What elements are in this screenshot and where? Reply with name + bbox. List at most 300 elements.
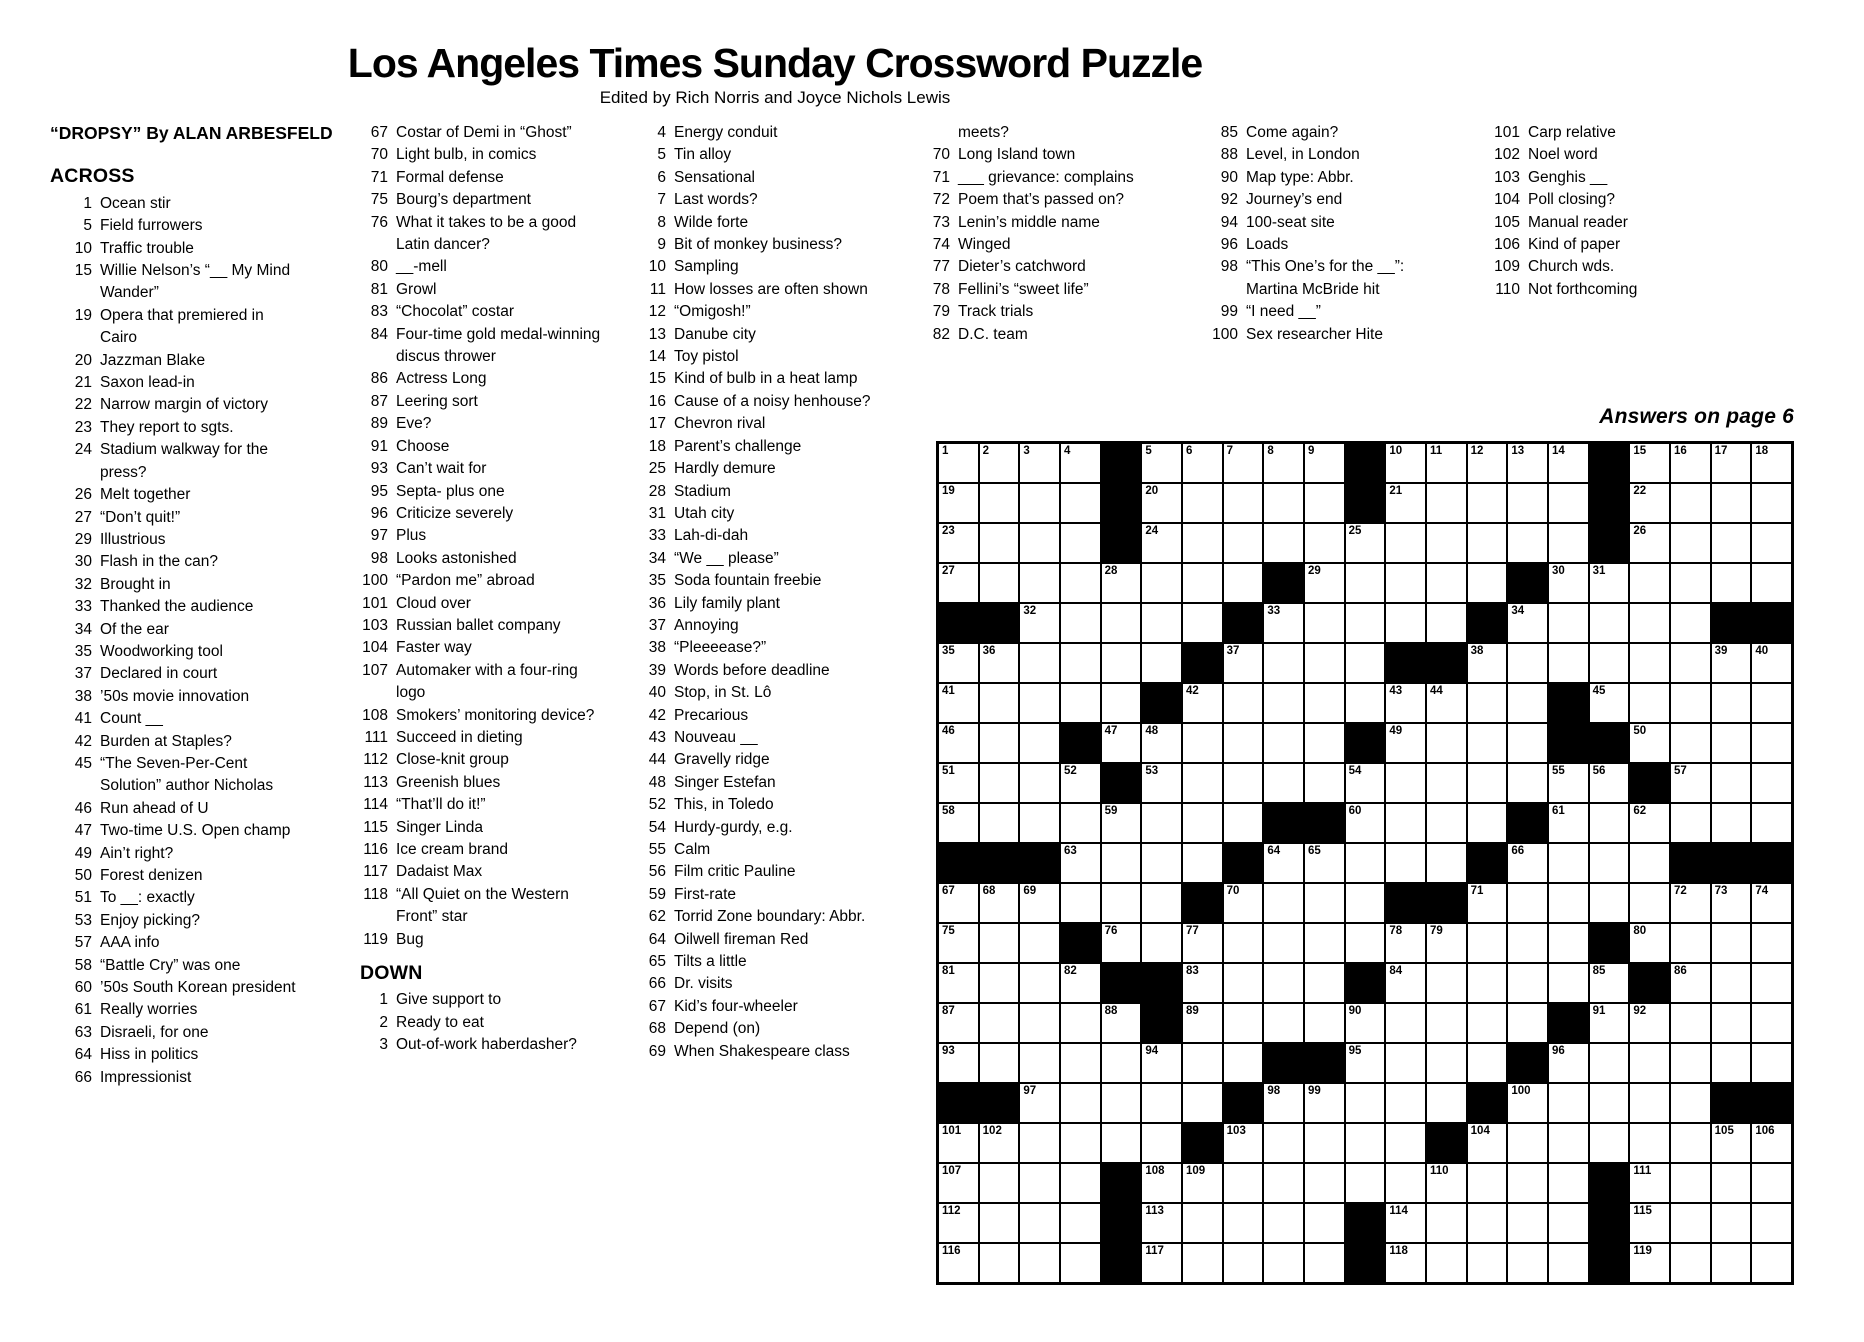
grid-cell[interactable]: [1712, 1044, 1751, 1082]
grid-cell[interactable]: [1224, 724, 1263, 762]
grid-cell[interactable]: [1590, 1124, 1629, 1162]
grid-cell[interactable]: [1468, 1204, 1507, 1242]
grid-cell[interactable]: [1752, 804, 1791, 842]
grid-cell[interactable]: [1386, 684, 1425, 722]
grid-cell[interactable]: [1305, 764, 1344, 802]
grid-cell[interactable]: [980, 724, 1019, 762]
grid-cell[interactable]: [939, 564, 978, 602]
grid-cell[interactable]: [1508, 524, 1547, 562]
grid-cell[interactable]: [980, 684, 1019, 722]
grid-cell[interactable]: [1712, 564, 1751, 602]
grid-cell[interactable]: [1264, 764, 1303, 802]
grid-cell[interactable]: [939, 884, 978, 922]
grid-cell[interactable]: [1549, 964, 1588, 1002]
grid-cell[interactable]: [1752, 1244, 1791, 1282]
grid-cell[interactable]: [1630, 1204, 1669, 1242]
grid-cell[interactable]: [1264, 884, 1303, 922]
grid-cell[interactable]: [1020, 564, 1059, 602]
grid-cell[interactable]: [1061, 764, 1100, 802]
grid-cell[interactable]: [1305, 484, 1344, 522]
grid-cell[interactable]: [1468, 1164, 1507, 1202]
grid-cell[interactable]: [1630, 1084, 1669, 1122]
grid-cell[interactable]: [1142, 1204, 1181, 1242]
grid-cell[interactable]: [1305, 724, 1344, 762]
grid-cell[interactable]: [1508, 924, 1547, 962]
grid-cell[interactable]: [1630, 1004, 1669, 1042]
grid-cell[interactable]: [1346, 604, 1385, 642]
grid-cell[interactable]: [1305, 564, 1344, 602]
grid-cell[interactable]: [1671, 684, 1710, 722]
grid-cell[interactable]: [1102, 1084, 1141, 1122]
grid-cell[interactable]: [1386, 1164, 1425, 1202]
grid-cell[interactable]: [1264, 964, 1303, 1002]
grid-cell[interactable]: [1224, 804, 1263, 842]
grid-cell[interactable]: [939, 764, 978, 802]
grid-cell[interactable]: [1508, 964, 1547, 1002]
grid-cell[interactable]: [1549, 804, 1588, 842]
grid-cell[interactable]: [1427, 1004, 1466, 1042]
grid-cell[interactable]: [1142, 844, 1181, 882]
grid-cell[interactable]: [1508, 1084, 1547, 1122]
grid-cell[interactable]: [1752, 1164, 1791, 1202]
grid-cell[interactable]: [1549, 1084, 1588, 1122]
grid-cell[interactable]: [1549, 484, 1588, 522]
grid-cell[interactable]: [1061, 1044, 1100, 1082]
grid-cell[interactable]: [1712, 764, 1751, 802]
grid-cell[interactable]: [980, 444, 1019, 482]
grid-cell[interactable]: [1183, 804, 1222, 842]
grid-cell[interactable]: [1305, 964, 1344, 1002]
grid-cell[interactable]: [1427, 1044, 1466, 1082]
grid-cell[interactable]: [1468, 1244, 1507, 1282]
grid-cell[interactable]: [1183, 1204, 1222, 1242]
grid-cell[interactable]: [1224, 484, 1263, 522]
grid-cell[interactable]: [1346, 684, 1385, 722]
grid-cell[interactable]: [1549, 924, 1588, 962]
grid-cell[interactable]: [1671, 444, 1710, 482]
grid-cell[interactable]: [1102, 804, 1141, 842]
grid-cell[interactable]: [1468, 924, 1507, 962]
grid-cell[interactable]: [1712, 644, 1751, 682]
grid-cell[interactable]: [1630, 844, 1669, 882]
grid-cell[interactable]: [1305, 644, 1344, 682]
grid-cell[interactable]: [1386, 1004, 1425, 1042]
grid-cell[interactable]: [1102, 1044, 1141, 1082]
grid-cell[interactable]: [1549, 1244, 1588, 1282]
grid-cell[interactable]: [1264, 724, 1303, 762]
grid-cell[interactable]: [1630, 484, 1669, 522]
grid-cell[interactable]: [1020, 524, 1059, 562]
grid-cell[interactable]: [1427, 764, 1466, 802]
grid-cell[interactable]: [1020, 924, 1059, 962]
grid-cell[interactable]: [1630, 684, 1669, 722]
grid-cell[interactable]: [1264, 684, 1303, 722]
grid-cell[interactable]: [1224, 684, 1263, 722]
grid-cell[interactable]: [1305, 604, 1344, 642]
grid-cell[interactable]: [1264, 844, 1303, 882]
grid-cell[interactable]: [1061, 1084, 1100, 1122]
grid-cell[interactable]: [1712, 804, 1751, 842]
grid-cell[interactable]: [1752, 1124, 1791, 1162]
grid-cell[interactable]: [1630, 1244, 1669, 1282]
grid-cell[interactable]: [980, 484, 1019, 522]
grid-cell[interactable]: [1061, 564, 1100, 602]
grid-cell[interactable]: [1020, 1204, 1059, 1242]
grid-cell[interactable]: [980, 1124, 1019, 1162]
grid-cell[interactable]: [1468, 1044, 1507, 1082]
grid-cell[interactable]: [1020, 604, 1059, 642]
grid-cell[interactable]: [1061, 1204, 1100, 1242]
grid-cell[interactable]: [1386, 444, 1425, 482]
grid-cell[interactable]: [1752, 884, 1791, 922]
grid-cell[interactable]: [1712, 964, 1751, 1002]
grid-cell[interactable]: [1061, 644, 1100, 682]
grid-cell[interactable]: [1508, 684, 1547, 722]
grid-cell[interactable]: [1427, 964, 1466, 1002]
grid-cell[interactable]: [1224, 644, 1263, 682]
grid-cell[interactable]: [1427, 564, 1466, 602]
grid-cell[interactable]: [1630, 1124, 1669, 1162]
grid-cell[interactable]: [1468, 564, 1507, 602]
grid-cell[interactable]: [1712, 1204, 1751, 1242]
grid-cell[interactable]: [1671, 1044, 1710, 1082]
grid-cell[interactable]: [1020, 1084, 1059, 1122]
grid-cell[interactable]: [1224, 1124, 1263, 1162]
grid-cell[interactable]: [1020, 484, 1059, 522]
grid-cell[interactable]: [1020, 1124, 1059, 1162]
grid-cell[interactable]: [1224, 1164, 1263, 1202]
grid-cell[interactable]: [1468, 684, 1507, 722]
grid-cell[interactable]: [1386, 1204, 1425, 1242]
grid-cell[interactable]: [1671, 604, 1710, 642]
grid-cell[interactable]: [980, 564, 1019, 602]
grid-cell[interactable]: [1752, 444, 1791, 482]
grid-cell[interactable]: [1427, 724, 1466, 762]
grid-cell[interactable]: [1508, 644, 1547, 682]
grid-cell[interactable]: [1346, 644, 1385, 682]
grid-cell[interactable]: [1630, 444, 1669, 482]
grid-cell[interactable]: [1061, 844, 1100, 882]
grid-cell[interactable]: [1590, 884, 1629, 922]
grid-cell[interactable]: [1061, 1124, 1100, 1162]
grid-cell[interactable]: [1102, 604, 1141, 642]
grid-cell[interactable]: [1061, 1164, 1100, 1202]
grid-cell[interactable]: [1346, 884, 1385, 922]
grid-cell[interactable]: [1346, 1044, 1385, 1082]
grid-cell[interactable]: [1183, 524, 1222, 562]
grid-cell[interactable]: [1346, 924, 1385, 962]
grid-cell[interactable]: [1183, 1004, 1222, 1042]
grid-cell[interactable]: [1508, 444, 1547, 482]
grid-cell[interactable]: [1224, 764, 1263, 802]
grid-cell[interactable]: [1590, 764, 1629, 802]
grid-cell[interactable]: [980, 964, 1019, 1002]
grid-cell[interactable]: [1630, 524, 1669, 562]
grid-cell[interactable]: [939, 724, 978, 762]
grid-cell[interactable]: [1508, 604, 1547, 642]
grid-cell[interactable]: [980, 764, 1019, 802]
grid-cell[interactable]: [1142, 604, 1181, 642]
grid-cell[interactable]: [1142, 764, 1181, 802]
grid-cell[interactable]: [1508, 1204, 1547, 1242]
grid-cell[interactable]: [1590, 564, 1629, 602]
grid-cell[interactable]: [1264, 1204, 1303, 1242]
grid-cell[interactable]: [1752, 1204, 1791, 1242]
grid-cell[interactable]: [1752, 924, 1791, 962]
grid-cell[interactable]: [1183, 924, 1222, 962]
grid-cell[interactable]: [1183, 444, 1222, 482]
grid-cell[interactable]: [980, 1044, 1019, 1082]
grid-cell[interactable]: [1427, 524, 1466, 562]
grid-cell[interactable]: [1142, 1124, 1181, 1162]
grid-cell[interactable]: [1142, 1044, 1181, 1082]
grid-cell[interactable]: [1183, 564, 1222, 602]
grid-cell[interactable]: [1020, 444, 1059, 482]
grid-cell[interactable]: [1427, 1164, 1466, 1202]
grid-cell[interactable]: [1305, 1164, 1344, 1202]
grid-cell[interactable]: [1346, 1004, 1385, 1042]
grid-cell[interactable]: [1061, 804, 1100, 842]
grid-cell[interactable]: [1183, 844, 1222, 882]
grid-cell[interactable]: [1712, 1124, 1751, 1162]
grid-cell[interactable]: [980, 1244, 1019, 1282]
grid-cell[interactable]: [1020, 1004, 1059, 1042]
grid-cell[interactable]: [1183, 1084, 1222, 1122]
grid-cell[interactable]: [1671, 724, 1710, 762]
grid-cell[interactable]: [1346, 804, 1385, 842]
grid-cell[interactable]: [980, 644, 1019, 682]
grid-cell[interactable]: [939, 524, 978, 562]
grid-cell[interactable]: [1224, 524, 1263, 562]
grid-cell[interactable]: [1142, 444, 1181, 482]
grid-cell[interactable]: [1468, 884, 1507, 922]
grid-cell[interactable]: [1102, 1124, 1141, 1162]
grid-cell[interactable]: [1061, 524, 1100, 562]
grid-cell[interactable]: [1264, 1164, 1303, 1202]
grid-cell[interactable]: [1142, 524, 1181, 562]
grid-cell[interactable]: [1020, 1164, 1059, 1202]
grid-cell[interactable]: [1549, 604, 1588, 642]
grid-cell[interactable]: [1305, 524, 1344, 562]
grid-cell[interactable]: [939, 1244, 978, 1282]
grid-cell[interactable]: [1427, 484, 1466, 522]
grid-cell[interactable]: [1020, 724, 1059, 762]
grid-cell[interactable]: [1264, 1004, 1303, 1042]
grid-cell[interactable]: [1671, 1124, 1710, 1162]
grid-cell[interactable]: [1549, 444, 1588, 482]
grid-cell[interactable]: [939, 1004, 978, 1042]
grid-cell[interactable]: [1183, 1044, 1222, 1082]
grid-cell[interactable]: [1386, 724, 1425, 762]
grid-cell[interactable]: [1346, 1084, 1385, 1122]
grid-cell[interactable]: [1671, 1164, 1710, 1202]
grid-cell[interactable]: [1102, 844, 1141, 882]
grid-cell[interactable]: [1020, 804, 1059, 842]
grid-cell[interactable]: [1468, 804, 1507, 842]
grid-cell[interactable]: [1427, 1204, 1466, 1242]
grid-cell[interactable]: [939, 1204, 978, 1242]
grid-cell[interactable]: [1386, 484, 1425, 522]
grid-cell[interactable]: [1549, 884, 1588, 922]
grid-cell[interactable]: [1224, 1204, 1263, 1242]
grid-cell[interactable]: [1102, 924, 1141, 962]
grid-cell[interactable]: [1549, 1124, 1588, 1162]
grid-cell[interactable]: [1671, 564, 1710, 602]
grid-cell[interactable]: [939, 684, 978, 722]
grid-cell[interactable]: [1549, 844, 1588, 882]
grid-cell[interactable]: [1264, 604, 1303, 642]
grid-cell[interactable]: [1386, 964, 1425, 1002]
grid-cell[interactable]: [1102, 1004, 1141, 1042]
grid-cell[interactable]: [1183, 764, 1222, 802]
grid-cell[interactable]: [1386, 564, 1425, 602]
grid-cell[interactable]: [1142, 644, 1181, 682]
grid-cell[interactable]: [939, 644, 978, 682]
grid-cell[interactable]: [1142, 804, 1181, 842]
grid-cell[interactable]: [1712, 684, 1751, 722]
grid-cell[interactable]: [1427, 604, 1466, 642]
grid-cell[interactable]: [1712, 524, 1751, 562]
grid-cell[interactable]: [1224, 884, 1263, 922]
grid-cell[interactable]: [939, 804, 978, 842]
grid-cell[interactable]: [1142, 564, 1181, 602]
grid-cell[interactable]: [1590, 1044, 1629, 1082]
grid-cell[interactable]: [1224, 1244, 1263, 1282]
grid-cell[interactable]: [939, 484, 978, 522]
grid-cell[interactable]: [1061, 1244, 1100, 1282]
grid-cell[interactable]: [1020, 1244, 1059, 1282]
grid-cell[interactable]: [1712, 1164, 1751, 1202]
grid-cell[interactable]: [1183, 484, 1222, 522]
grid-cell[interactable]: [1305, 884, 1344, 922]
grid-cell[interactable]: [1386, 1044, 1425, 1082]
grid-cell[interactable]: [1264, 524, 1303, 562]
grid-cell[interactable]: [1712, 484, 1751, 522]
grid-cell[interactable]: [1468, 524, 1507, 562]
grid-cell[interactable]: [1142, 1164, 1181, 1202]
grid-cell[interactable]: [980, 804, 1019, 842]
grid-cell[interactable]: [1264, 444, 1303, 482]
grid-cell[interactable]: [1305, 1004, 1344, 1042]
grid-cell[interactable]: [1224, 1044, 1263, 1082]
grid-cell[interactable]: [1183, 604, 1222, 642]
grid-cell[interactable]: [1020, 884, 1059, 922]
grid-cell[interactable]: [1630, 804, 1669, 842]
grid-cell[interactable]: [1549, 644, 1588, 682]
grid-cell[interactable]: [1346, 1164, 1385, 1202]
grid-cell[interactable]: [1142, 924, 1181, 962]
grid-cell[interactable]: [1386, 1124, 1425, 1162]
grid-cell[interactable]: [1752, 644, 1791, 682]
grid-cell[interactable]: [1386, 804, 1425, 842]
grid-cell[interactable]: [1508, 844, 1547, 882]
grid-cell[interactable]: [1102, 684, 1141, 722]
grid-cell[interactable]: [1590, 844, 1629, 882]
grid-cell[interactable]: [1305, 1124, 1344, 1162]
grid-cell[interactable]: [1142, 724, 1181, 762]
grid-cell[interactable]: [1630, 1164, 1669, 1202]
grid-cell[interactable]: [1590, 644, 1629, 682]
grid-cell[interactable]: [1427, 684, 1466, 722]
grid-cell[interactable]: [980, 1164, 1019, 1202]
grid-cell[interactable]: [1305, 1244, 1344, 1282]
grid-cell[interactable]: [1671, 804, 1710, 842]
grid-cell[interactable]: [1508, 484, 1547, 522]
grid-cell[interactable]: [1386, 1244, 1425, 1282]
grid-cell[interactable]: [1020, 964, 1059, 1002]
grid-cell[interactable]: [1630, 564, 1669, 602]
grid-cell[interactable]: [1630, 884, 1669, 922]
grid-cell[interactable]: [1142, 1244, 1181, 1282]
grid-cell[interactable]: [1468, 1124, 1507, 1162]
grid-cell[interactable]: [1346, 844, 1385, 882]
grid-cell[interactable]: [1264, 644, 1303, 682]
grid-cell[interactable]: [980, 924, 1019, 962]
grid-cell[interactable]: [1305, 924, 1344, 962]
grid-cell[interactable]: [1305, 684, 1344, 722]
grid-cell[interactable]: [939, 1124, 978, 1162]
grid-cell[interactable]: [1346, 764, 1385, 802]
grid-cell[interactable]: [980, 524, 1019, 562]
grid-cell[interactable]: [1264, 1084, 1303, 1122]
grid-cell[interactable]: [1305, 444, 1344, 482]
grid-cell[interactable]: [1468, 1004, 1507, 1042]
grid-cell[interactable]: [1142, 484, 1181, 522]
grid-cell[interactable]: [1590, 684, 1629, 722]
grid-cell[interactable]: [1468, 764, 1507, 802]
grid-cell[interactable]: [1549, 764, 1588, 802]
grid-cell[interactable]: [1264, 1124, 1303, 1162]
grid-cell[interactable]: [1671, 524, 1710, 562]
grid-cell[interactable]: [1102, 724, 1141, 762]
grid-cell[interactable]: [1508, 1244, 1547, 1282]
grid-cell[interactable]: [1386, 1084, 1425, 1122]
grid-cell[interactable]: [1305, 1084, 1344, 1122]
grid-cell[interactable]: [1671, 1204, 1710, 1242]
grid-cell[interactable]: [1427, 1244, 1466, 1282]
grid-cell[interactable]: [1468, 964, 1507, 1002]
grid-cell[interactable]: [1427, 444, 1466, 482]
grid-cell[interactable]: [1061, 484, 1100, 522]
grid-cell[interactable]: [1671, 924, 1710, 962]
grid-cell[interactable]: [1590, 1084, 1629, 1122]
grid-cell[interactable]: [1671, 1004, 1710, 1042]
grid-cell[interactable]: [1752, 764, 1791, 802]
grid-cell[interactable]: [1590, 804, 1629, 842]
grid-cell[interactable]: [1630, 1044, 1669, 1082]
grid-cell[interactable]: [1630, 924, 1669, 962]
grid-cell[interactable]: [1102, 884, 1141, 922]
grid-cell[interactable]: [1142, 1084, 1181, 1122]
grid-cell[interactable]: [1102, 644, 1141, 682]
grid-cell[interactable]: [1346, 524, 1385, 562]
grid-cell[interactable]: [939, 964, 978, 1002]
grid-cell[interactable]: [980, 1004, 1019, 1042]
grid-cell[interactable]: [1712, 924, 1751, 962]
grid-cell[interactable]: [1752, 1004, 1791, 1042]
grid-cell[interactable]: [1427, 924, 1466, 962]
grid-cell[interactable]: [1183, 1244, 1222, 1282]
grid-cell[interactable]: [1630, 604, 1669, 642]
grid-cell[interactable]: [1590, 604, 1629, 642]
grid-cell[interactable]: [1183, 724, 1222, 762]
grid-cell[interactable]: [1386, 844, 1425, 882]
grid-cell[interactable]: [1386, 924, 1425, 962]
grid-cell[interactable]: [1061, 1004, 1100, 1042]
grid-cell[interactable]: [1508, 884, 1547, 922]
grid-cell[interactable]: [1346, 564, 1385, 602]
grid-cell[interactable]: [1590, 1004, 1629, 1042]
